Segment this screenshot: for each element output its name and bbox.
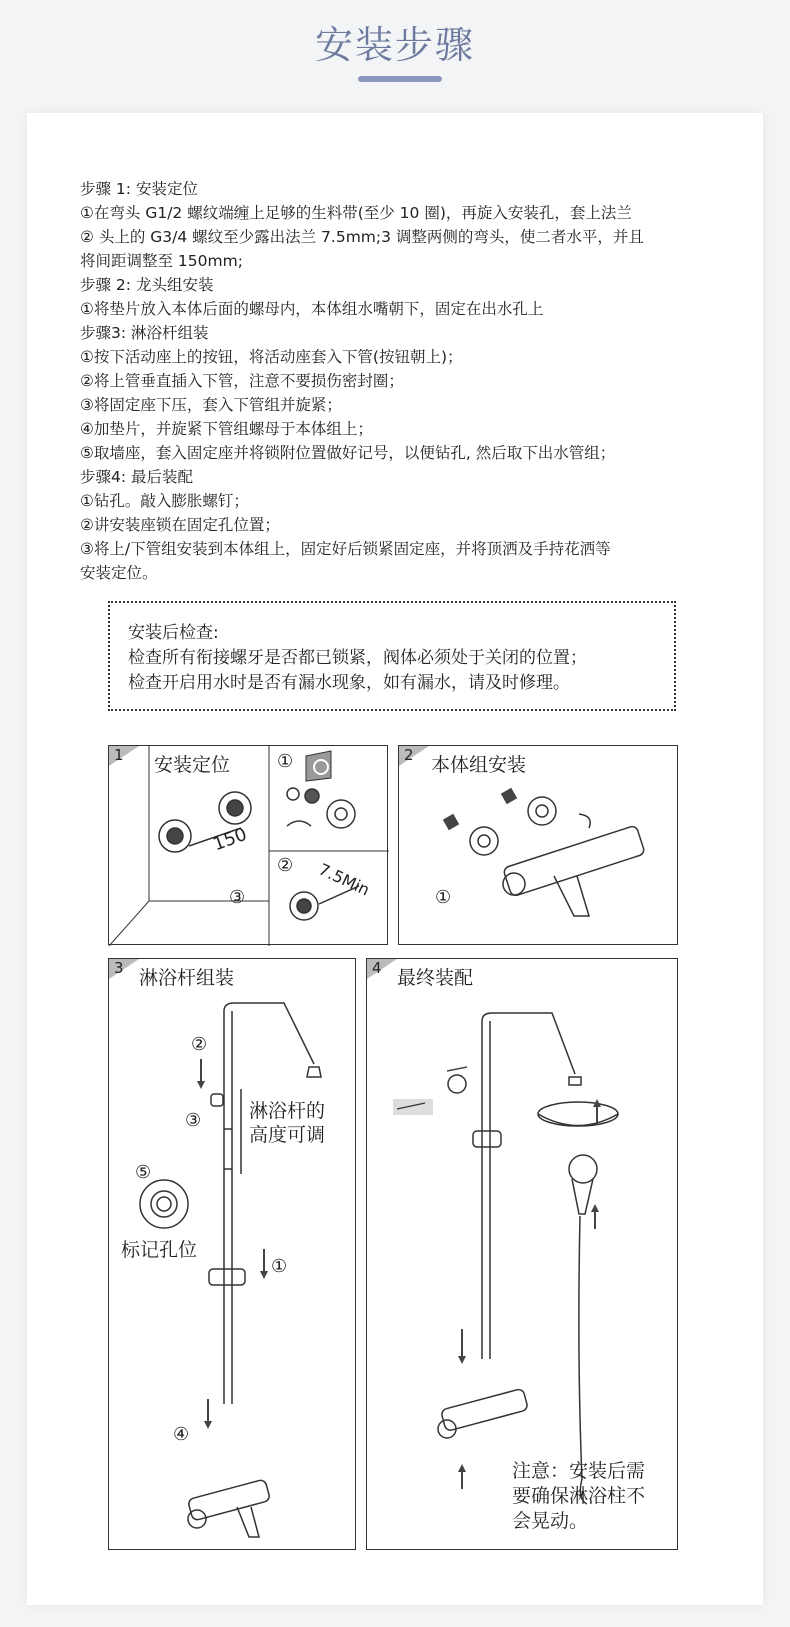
panel-body-install [398, 745, 678, 945]
mark-label: ① [271, 1256, 288, 1277]
mark-label: ② [277, 855, 294, 876]
step-line: 将间距调整至 150mm; [80, 252, 243, 270]
positioning-illustration [109, 746, 389, 946]
step-line: ② 头上的 G3/4 螺纹至少露出法兰 7.5mm;3 调整两侧的弯头，使二者水平，并且 [80, 228, 644, 246]
step-line: ①在弯头 G1/2 螺纹端缠上足够的生料带(至少 10 圈)，再旋入安装孔，套上法兰 [80, 204, 632, 222]
mark-label: ① [435, 887, 452, 908]
panel-number: 1 [114, 746, 124, 764]
panel-positioning [108, 745, 388, 945]
post-install-check-box [108, 601, 676, 711]
check-title: 安装后检查: [128, 623, 219, 643]
mark-label: ② [191, 1034, 208, 1055]
mark-label: ③ [185, 1110, 202, 1131]
check-line: 检查所有衔接螺牙是否都已锁紧，阀体必须处于关闭的位置； [128, 648, 587, 668]
panel-title: 淋浴杆组装 [139, 967, 235, 989]
height-adjustable-label: 淋浴杆的 [249, 1100, 326, 1122]
step-line: ③将上/下管组安装到本体组上，固定好后锁紧固定座，并将顶洒及手持花洒等 [80, 540, 611, 558]
dimension-label: 150 [210, 823, 250, 856]
step-line: ⑤取墙座，套入固定座并将锁附位置做好记号，以便钻孔, 然后取下出水管组； [80, 444, 616, 462]
step-line: ①将垫片放入本体后面的螺母内，本体组水嘴朝下，固定在出水孔上 [80, 300, 544, 318]
mark-label: ① [277, 751, 294, 772]
step-line: 安装定位。 [80, 564, 158, 582]
mark-label: ⑤ [135, 1162, 152, 1183]
panel-number: 3 [114, 959, 124, 977]
check-line: 检查开启用水时是否有漏水现象，如有漏水，请及时修理。 [128, 673, 570, 693]
step-line: ①钻孔。敲入膨胀螺钉； [80, 492, 249, 510]
step-line: ①按下活动座上的按钮，将活动座套入下管(按钮朝上)； [80, 348, 463, 366]
step-line: ④加垫片，并旋紧下管组螺母于本体组上； [80, 420, 373, 438]
step-line: ③将固定座下压，套入下管组并旋紧； [80, 396, 342, 414]
panel-title: 安装定位 [154, 754, 231, 776]
note-text: 要确保淋浴柱不 [512, 1485, 646, 1507]
step-line: 步骤 1: 安装定位 [80, 180, 198, 198]
dimension-label: 7.5Min [315, 859, 373, 900]
installation-steps [80, 177, 710, 585]
note-text: 注意：安装后需 [512, 1460, 646, 1482]
height-adjustable-label: 高度可调 [249, 1124, 326, 1146]
panel-title: 最终装配 [397, 967, 474, 989]
step-line: 步骤 2: 龙头组安装 [80, 276, 214, 294]
step-line: ②将上管垂直插入下管，注意不要损伤密封圈； [80, 372, 404, 390]
step-line: 步骤4: 最后装配 [80, 468, 194, 486]
step-line: 步骤3: 淋浴杆组装 [80, 324, 209, 342]
mark-label: ③ [229, 887, 246, 908]
panel-title: 本体组安装 [431, 754, 527, 776]
title-underline [358, 76, 442, 82]
page-title: 安装步骤 [314, 23, 475, 67]
mark-hole-label: 标记孔位 [121, 1239, 198, 1261]
mark-label: ④ [173, 1424, 190, 1445]
panel-shower-rod [108, 958, 356, 1550]
panel-number: 4 [372, 959, 382, 977]
step-line: ②讲安装座锁在固定孔位置； [80, 516, 280, 534]
panel-number: 2 [404, 746, 414, 764]
note-text: 会晃动。 [512, 1510, 589, 1532]
panel-final-assembly [366, 958, 678, 1550]
